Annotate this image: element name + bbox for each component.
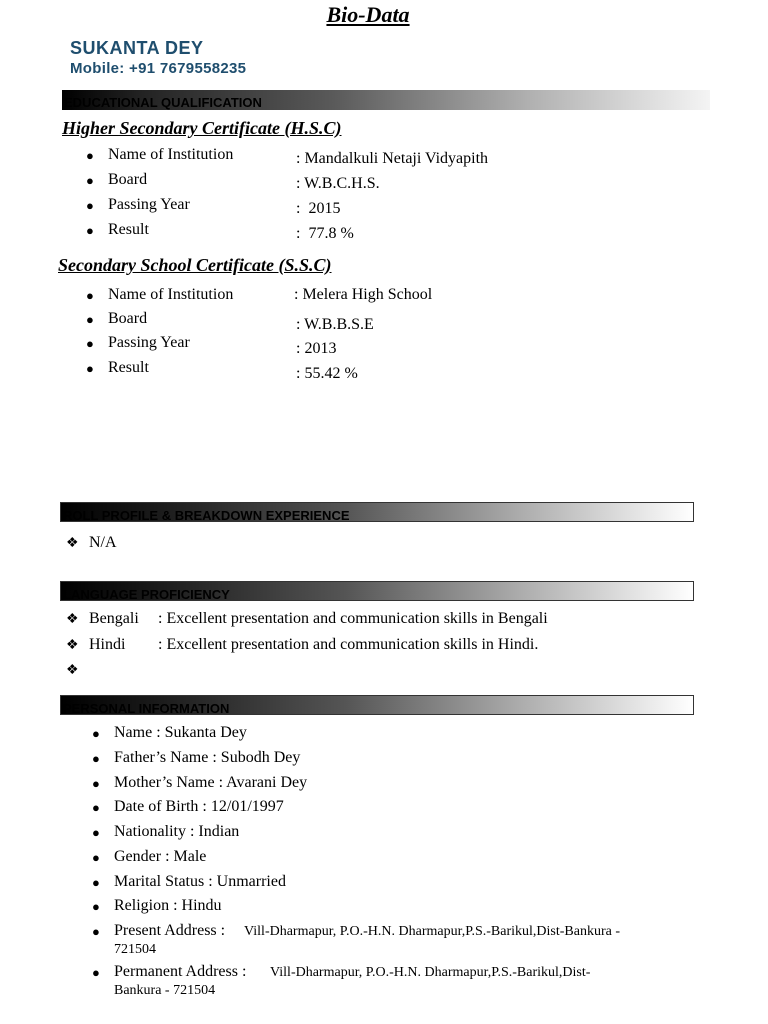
bullet-icon: ● bbox=[92, 850, 100, 865]
hsc-title: Higher Secondary Certificate (H.S.C) bbox=[62, 118, 342, 138]
bullet-icon: ● bbox=[86, 336, 94, 351]
diamond-bullet-icon: ❖ bbox=[66, 663, 79, 678]
language-desc-bengali: : Excellent presentation and communication skills in Bengali bbox=[158, 610, 548, 627]
ssc-result-label: Result bbox=[108, 359, 149, 376]
present-address-line2: 721504 bbox=[114, 942, 156, 957]
bullet-icon: ● bbox=[92, 965, 100, 980]
bullet-icon: ● bbox=[92, 726, 100, 741]
language-desc-hindi: : Excellent presentation and communication skills in Hindi. bbox=[158, 636, 539, 653]
candidate-mobile: Mobile: +91 7679558235 bbox=[70, 60, 247, 77]
experience-section-header bbox=[60, 502, 694, 522]
personal-dob: Date of Birth : 12/01/1997 bbox=[114, 798, 284, 815]
bullet-icon: ● bbox=[92, 776, 100, 791]
language-name-hindi: Hindi bbox=[89, 636, 126, 653]
bullet-icon: ● bbox=[86, 198, 94, 213]
bullet-icon: ● bbox=[92, 800, 100, 815]
ssc-title: Secondary School Certificate (S.S.C) bbox=[58, 255, 332, 275]
personal-name: Name : Sukanta Dey bbox=[114, 724, 247, 741]
permanent-address-label: Permanent Address : bbox=[114, 963, 251, 980]
ssc-year-label: Passing Year bbox=[108, 334, 190, 351]
hsc-board-label: Board bbox=[108, 171, 148, 188]
bullet-icon: ● bbox=[86, 148, 94, 163]
document-title: Bio-Data bbox=[326, 2, 410, 27]
personal-nationality: Nationality : Indian bbox=[114, 823, 240, 840]
diamond-bullet-icon: ❖ bbox=[66, 612, 79, 627]
hsc-institution-value: : Mandalkuli Netaji Vidyapith bbox=[296, 150, 489, 167]
bullet-icon: ● bbox=[92, 875, 100, 890]
personal-heading: PERSONAL INFORMATION bbox=[63, 701, 230, 715]
hsc-institution-label: Name of Institution bbox=[108, 146, 234, 163]
personal-religion: Religion : Hindu bbox=[114, 897, 222, 914]
bullet-icon: ● bbox=[86, 312, 94, 327]
hsc-year-value: : 2015 bbox=[296, 200, 341, 217]
diamond-bullet-icon: ❖ bbox=[66, 638, 79, 653]
hsc-result-value: : 77.8 % bbox=[296, 225, 354, 242]
bullet-icon: ● bbox=[92, 924, 100, 939]
ssc-institution-value: : Melera High School bbox=[294, 286, 433, 303]
personal-father-name: Father’s Name : Subodh Dey bbox=[114, 749, 301, 766]
bullet-icon: ● bbox=[86, 223, 94, 238]
ssc-result-value: : 55.42 % bbox=[296, 365, 358, 382]
ssc-board-value: : W.B.B.S.E bbox=[296, 316, 374, 333]
language-section-header bbox=[60, 581, 694, 601]
bullet-icon: ● bbox=[86, 288, 94, 303]
candidate-name: SUKANTA DEY bbox=[70, 38, 204, 58]
experience-value: N/A bbox=[89, 534, 117, 551]
personal-gender: Gender : Male bbox=[114, 848, 207, 865]
hsc-result-label: Result bbox=[108, 221, 149, 238]
bullet-icon: ● bbox=[92, 751, 100, 766]
ssc-institution-label: Name of Institution bbox=[108, 286, 234, 303]
ssc-year-value: : 2013 bbox=[296, 340, 337, 357]
present-address-line1: Vill-Dharmapur, P.O.-H.N. Dharmapur,P.S.-Barikul,Dist-Bankura - bbox=[244, 924, 620, 939]
ssc-board-label: Board bbox=[108, 310, 148, 327]
education-section-header bbox=[62, 90, 710, 110]
bullet-icon: ● bbox=[92, 825, 100, 840]
personal-mother-name: Mother’s Name : Avarani Dey bbox=[114, 774, 308, 791]
personal-marital-status: Marital Status : Unmarried bbox=[114, 873, 286, 890]
diamond-bullet-icon: ❖ bbox=[66, 536, 79, 551]
personal-section-header bbox=[60, 695, 694, 715]
permanent-address-line1: Vill-Dharmapur, P.O.-H.N. Dharmapur,P.S.-Barikul,Dist- bbox=[270, 965, 591, 980]
bullet-icon: ● bbox=[86, 361, 94, 376]
hsc-board-value: : W.B.C.H.S. bbox=[296, 175, 380, 192]
hsc-year-label: Passing Year bbox=[108, 196, 190, 213]
education-heading: EDUCATIONAL QUALIFICATION bbox=[64, 95, 262, 110]
present-address-label: Present Address : bbox=[114, 922, 230, 939]
bullet-icon: ● bbox=[86, 173, 94, 188]
bullet-icon: ● bbox=[92, 899, 100, 914]
language-name-bengali: Bengali bbox=[89, 610, 139, 627]
permanent-address-line2: Bankura - 721504 bbox=[114, 983, 216, 998]
experience-heading: ROLL PROFILE & BREAKDOWN EXPERIENCE bbox=[63, 508, 350, 522]
language-heading: LANGUAGE PROFICIENCY bbox=[63, 587, 230, 601]
